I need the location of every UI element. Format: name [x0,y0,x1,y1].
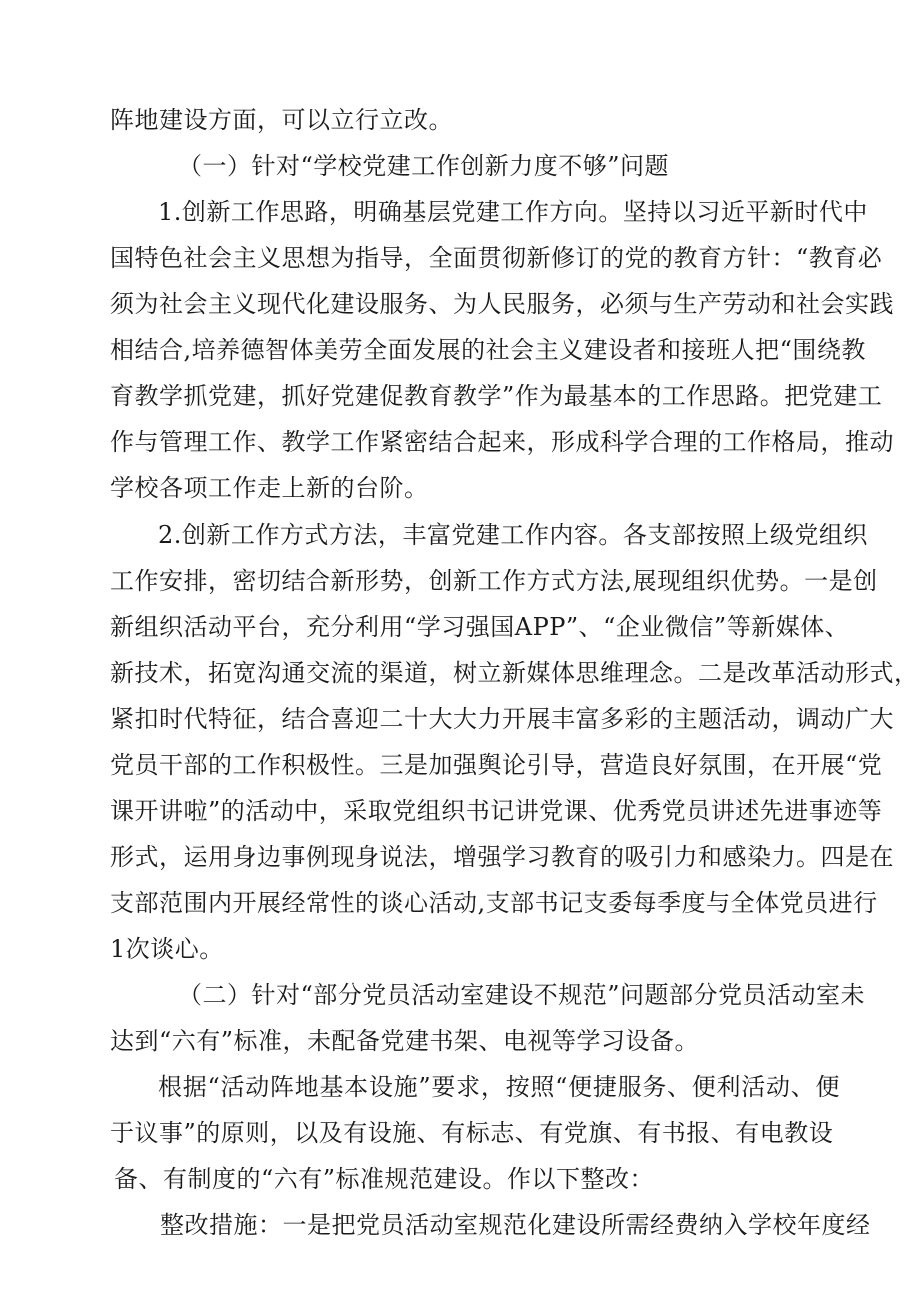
text-line: 整改措施：一是把党员活动室规范化建设所需经费纳入学校年度经 [160,1211,871,1239]
text-line: 1.创新工作思路，明确基层党建工作方向。坚持以习近平新时代中 [158,198,868,226]
text-line: 2.创新工作方式方法，丰富党建工作内容。各支部按照上级党组织 [158,521,868,549]
text-line: 阵地建设方面，可以立行立改。 [110,106,453,134]
text-line: 紧扣时代特征，结合喜迎二十大大力开展丰富多彩的主题活动，调动广大 [110,705,894,733]
text-line: 新技术，拓宽沟通交流的渠道，树立新媒体思维理念。二是改革活动形式， [110,659,919,687]
section-heading: （一）针对“学校党建工作创新力度不够”问题 [178,152,670,180]
text-line: 达到“六有”标准，未配备党建书架、电视等学习设备。 [110,1027,700,1055]
text-line: 于议事”的原则，以及有设施、有标志、有党旗、有书报、有电教设 [110,1119,834,1147]
text-line: 新组织活动平台，充分利用“学习强国APP”、“企业微信”等新媒体、 [110,613,850,641]
text-line: 育教学抓党建，抓好党建促教育教学”作为最基本的工作思路。把党建工 [110,382,883,410]
text-line: 1次谈心。 [110,935,224,963]
text-line: 工作安排，密切结合新形势，创新工作方式方法,展现组织优势。一是创 [110,567,878,595]
text-line: 备、有制度的“六有”标准规范建设。作以下整改： [114,1165,655,1193]
text-line: 作与管理工作、教学工作紧密结合起来，形成科学合理的工作格局，推动 [110,428,894,456]
text-line: 党员干部的工作积极性。三是加强舆论引导，营造良好氛围，在开展“党 [110,751,883,779]
text-line: 支部范围内开展经常性的谈心活动,支部书记支委每季度与全体党员进行 [110,889,878,917]
text-line: 须为社会主义现代化建设服务、为人民服务，必须与生产劳动和社会实践 [110,290,894,318]
text-line: 学校各项工作走上新的台阶。 [110,474,429,502]
text-line: 课开讲啦”的活动中，采取党组织书记讲党课、优秀党员讲述先进事迹等 [110,797,883,825]
text-line: 国特色社会主义思想为指导，全面贯彻新修订的党的教育方针：“教育必 [110,244,883,272]
text-line: 形式，运用身边事例现身说法，增强学习教育的吸引力和感染力。四是在 [110,843,894,871]
text-line: 根据“活动阵地基本设施”要求，按照“便捷服务、便利活动、便 [158,1073,840,1101]
text-line: 相结合,培养德智体美劳全面发展的社会主义建设者和接班人把“围绕教 [110,336,866,364]
section-heading: （二）针对“部分党员活动室建设不规范”问题部分党员活动室未 [178,981,866,1009]
